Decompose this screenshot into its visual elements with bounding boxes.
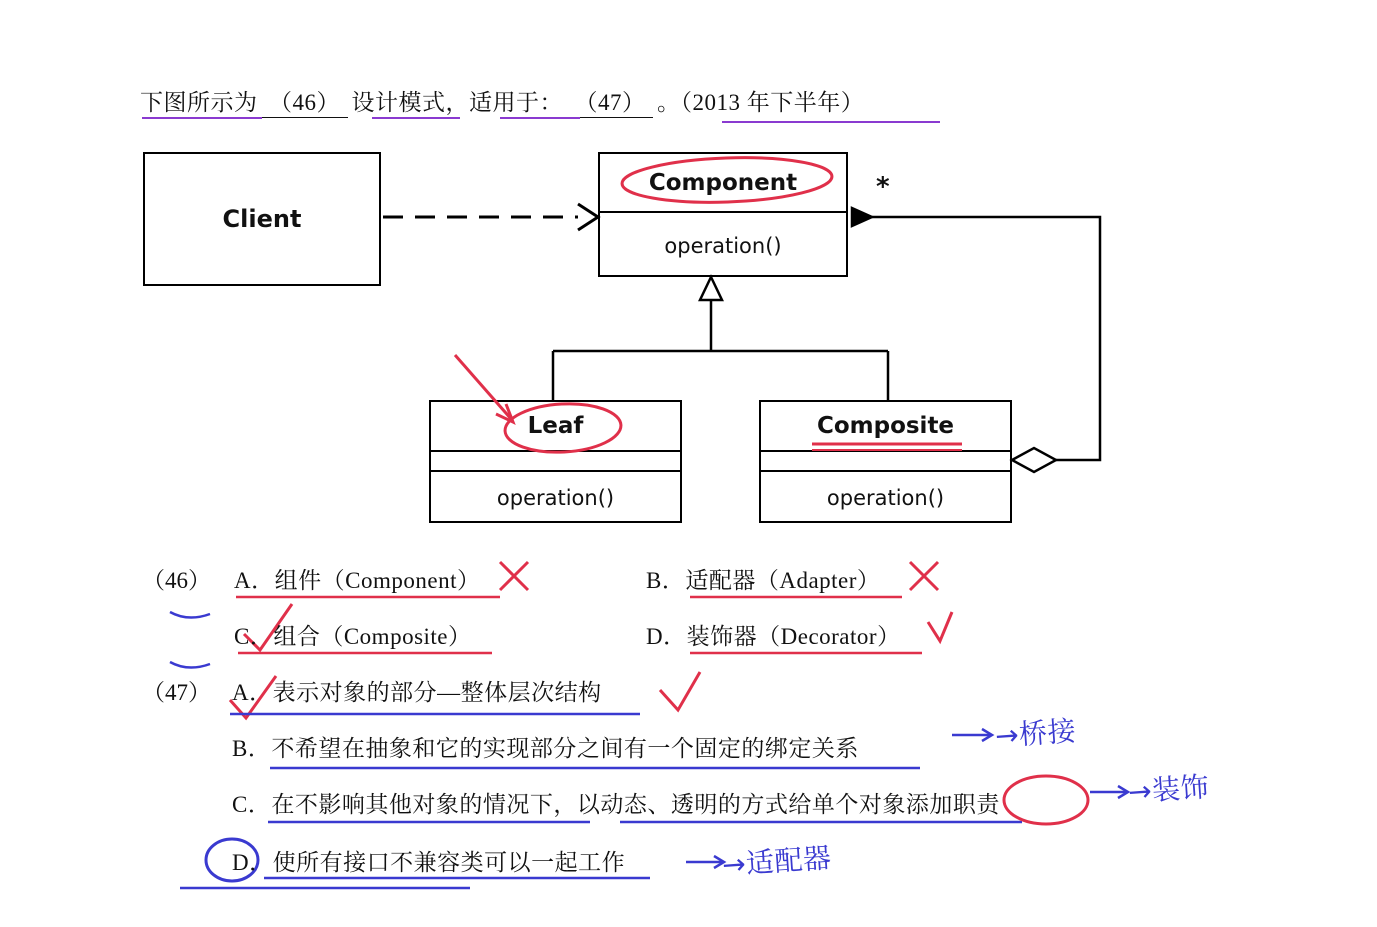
option-46-d-letter: D． bbox=[646, 624, 687, 649]
question-46-number: （46） bbox=[142, 568, 211, 593]
option-46-b-text: 适配器（Adapter） bbox=[685, 568, 881, 593]
question-47-number: （47） bbox=[142, 680, 211, 705]
option-46-d[interactable] bbox=[646, 618, 901, 651]
option-47-b[interactable] bbox=[232, 730, 859, 763]
annotation-47-b: →桥接 bbox=[994, 714, 1078, 753]
stem-suffix: 。（2013 年下半年） bbox=[657, 90, 865, 115]
option-46-a-text: 组件（Component） bbox=[274, 568, 481, 593]
option-46-d-text: 装饰器（Decorator） bbox=[686, 624, 901, 649]
option-47-d[interactable] bbox=[232, 844, 625, 877]
option-47-a-text: 表示对象的部分—整体层次结构 bbox=[272, 680, 602, 705]
uml-class-component-title: Component bbox=[648, 169, 798, 196]
uml-class-client-title: Client bbox=[222, 205, 302, 233]
uml-class-component bbox=[598, 152, 848, 277]
uml-multiplicity: * bbox=[876, 172, 890, 202]
option-46-c-text: 组合（Composite） bbox=[273, 624, 472, 649]
option-46-a[interactable] bbox=[234, 562, 480, 595]
option-47-b-letter: B． bbox=[232, 736, 272, 761]
option-46-b[interactable] bbox=[646, 562, 880, 595]
uml-class-composite-attributes bbox=[761, 452, 1010, 470]
annotation-47-d: →适配器 bbox=[721, 841, 833, 882]
option-47-d-letter: D． bbox=[232, 850, 273, 875]
option-46-c-letter: C． bbox=[234, 624, 274, 649]
option-47-c-letter: C． bbox=[232, 792, 272, 817]
option-47-a[interactable] bbox=[232, 674, 602, 707]
stem-middle: 设计模式，适用于： bbox=[351, 90, 563, 115]
question-stem bbox=[140, 84, 864, 118]
uml-class-composite bbox=[759, 400, 1012, 523]
uml-class-composite-title: Composite bbox=[816, 413, 955, 439]
option-46-b-letter: B． bbox=[646, 568, 686, 593]
uml-class-component-operation: operation() bbox=[664, 233, 782, 258]
stem-blank-46: （46） bbox=[262, 84, 348, 118]
uml-class-leaf-title: Leaf bbox=[527, 413, 584, 439]
stem-blank-47: （47） bbox=[567, 84, 653, 118]
uml-class-composite-operation: operation() bbox=[826, 486, 945, 510]
option-47-c[interactable] bbox=[232, 786, 1000, 819]
option-47-b-text: 不希望在抽象和它的实现部分之间有一个固定的绑定关系 bbox=[271, 736, 859, 761]
uml-class-client bbox=[143, 152, 381, 286]
uml-class-leaf-attributes bbox=[431, 452, 680, 470]
stem-prefix: 下图所示为 bbox=[140, 90, 258, 115]
option-47-a-letter: A． bbox=[232, 680, 273, 705]
option-47-c-text: 在不影响其他对象的情况下，以动态、透明的方式给单个对象添加职责 bbox=[271, 792, 1000, 817]
option-46-a-letter: A． bbox=[234, 568, 275, 593]
uml-class-leaf-operation: operation() bbox=[496, 486, 615, 510]
option-47-d-text: 使所有接口不兼容类可以一起工作 bbox=[272, 850, 626, 875]
uml-class-leaf bbox=[429, 400, 682, 523]
option-46-c[interactable] bbox=[234, 618, 472, 651]
annotation-47-c: →装饰 bbox=[1127, 770, 1211, 809]
